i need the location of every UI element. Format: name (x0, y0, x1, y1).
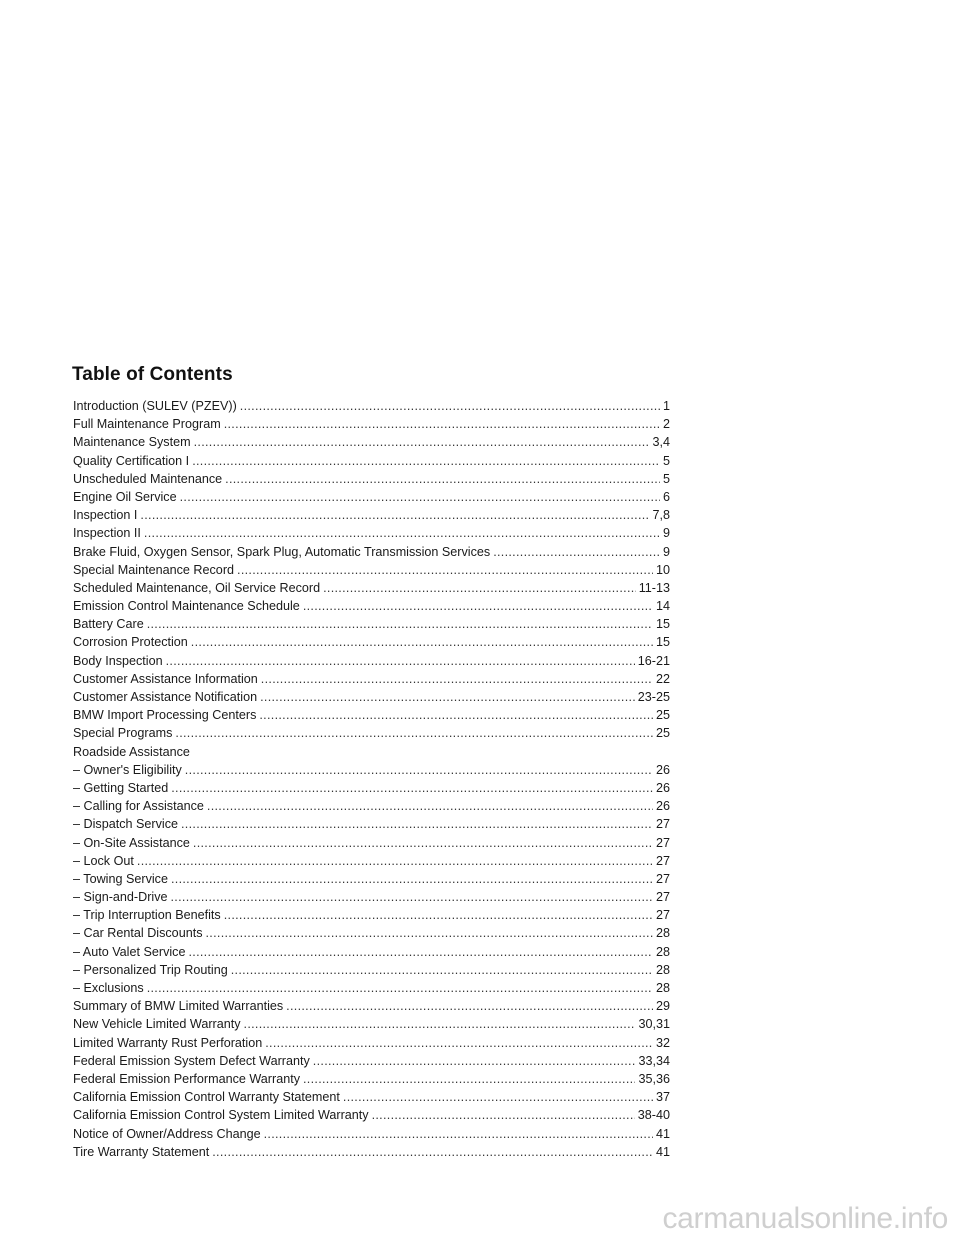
toc-entry (73, 1034, 670, 1052)
toc-entry-label: Body Inspection (73, 653, 163, 668)
toc-dot-leader (212, 1143, 653, 1161)
toc-entry-label: – Towing Service (73, 871, 168, 886)
toc-entry (73, 670, 670, 688)
toc-list (73, 397, 670, 1161)
toc-entry-label: Federal Emission Performance Warranty (73, 1071, 300, 1086)
toc-dot-leader (171, 870, 653, 888)
toc-dot-leader (137, 852, 653, 870)
toc-dot-leader (265, 1034, 653, 1052)
toc-dot-leader (171, 779, 653, 797)
toc-entry-page: 5 (662, 471, 670, 486)
toc-entry (73, 415, 670, 433)
toc-entry (73, 579, 670, 597)
toc-entry-page: 1 (662, 399, 670, 413)
toc-entry (73, 561, 670, 579)
toc-entry (73, 797, 670, 815)
toc-dot-leader (144, 524, 660, 542)
toc-entry (73, 1015, 670, 1033)
toc-entry-page: 27 (655, 817, 670, 832)
toc-dot-leader (140, 506, 649, 524)
toc-dot-leader (206, 924, 653, 942)
toc-entry-label: Limited Warranty Rust Perforation (73, 1035, 263, 1050)
toc-entry-page: 27 (655, 871, 670, 886)
toc-dot-leader (166, 652, 635, 670)
toc-dot-leader (207, 797, 653, 815)
toc-entry-page: 28 (655, 981, 670, 995)
toc-entry (73, 779, 670, 797)
toc-entry (73, 888, 670, 906)
toc-dot-leader (224, 906, 653, 924)
toc-entry-page: 26 (655, 799, 670, 814)
toc-dot-leader (493, 543, 660, 561)
toc-entry-page: 9 (662, 544, 670, 559)
toc-entry-page: 30,31 (638, 1017, 670, 1032)
toc-entry-page: 41 (655, 1144, 670, 1159)
toc-dot-leader (188, 943, 653, 961)
toc-entry (73, 943, 670, 961)
toc-dot-leader (147, 979, 653, 997)
toc-dot-leader (185, 761, 653, 779)
toc-entry-label: Tire Warranty Statement (73, 1144, 210, 1159)
toc-entry-label: Corrosion Protection (73, 635, 188, 650)
toc-entry (73, 1106, 670, 1124)
toc-entry-page: 5 (662, 453, 670, 468)
toc-entry (73, 652, 670, 670)
toc-entry-page: 22 (655, 671, 670, 686)
toc-entry-label: California Emission Control Warranty Statement (73, 1090, 340, 1105)
toc-entry-label: Battery Care (73, 617, 144, 632)
toc-entry-page: 41 (655, 1126, 670, 1141)
toc-entry (73, 1125, 670, 1143)
toc-dot-leader (180, 488, 660, 506)
toc-entry-page: 7,8 (652, 508, 670, 523)
toc-entry (73, 688, 670, 706)
toc-entry-label: – Sign-and-Drive (73, 890, 168, 905)
toc-entry-page: 27 (655, 835, 670, 850)
toc-entry (73, 1070, 670, 1088)
toc-entry (73, 834, 670, 852)
toc-dot-leader (244, 1015, 636, 1033)
toc-entry-label: Introduction (SULEV (PZEV)) (73, 399, 237, 413)
toc-entry-page: 14 (655, 599, 670, 614)
toc-entry (73, 397, 670, 415)
toc-entry-label: Special Programs (73, 726, 173, 741)
toc-entry-label: – Trip Interruption Benefits (73, 908, 221, 923)
toc-entry (73, 761, 670, 779)
toc-dot-leader (191, 633, 653, 651)
toc-entry-page: 9 (662, 526, 670, 541)
toc-entry-page: 16-21 (637, 653, 670, 668)
toc-entry (73, 924, 670, 942)
toc-entry-label: Unscheduled Maintenance (73, 471, 223, 486)
toc-entry (73, 433, 670, 451)
toc-entry (73, 506, 670, 524)
toc-entry-label: Maintenance System (73, 435, 191, 450)
toc-dot-leader (175, 724, 653, 742)
toc-dot-leader (323, 579, 636, 597)
toc-dot-leader (372, 1106, 635, 1124)
toc-entry-page: 6 (662, 489, 670, 504)
watermark: carmanualsonline.info (662, 1202, 948, 1235)
toc-entry-label: – Lock Out (73, 853, 134, 868)
toc-entry-page: 28 (655, 962, 670, 977)
toc-entry (73, 852, 670, 870)
toc-dot-leader (192, 452, 660, 470)
toc-dot-leader (313, 1052, 636, 1070)
toc-entry-label: New Vehicle Limited Warranty (73, 1017, 241, 1032)
toc-entry-label: – Car Rental Discounts (73, 926, 203, 941)
toc-dot-leader (181, 815, 653, 833)
toc-entry-label: – Auto Valet Service (73, 944, 186, 959)
toc-entry-page: 26 (655, 780, 670, 795)
toc-entry (73, 815, 670, 833)
toc-entry (73, 633, 670, 651)
toc-entry-label: – Dispatch Service (73, 817, 178, 832)
toc-entry-page: 27 (655, 853, 670, 868)
toc-dot-leader (193, 834, 653, 852)
toc-entry-page: 33,34 (638, 1053, 670, 1068)
toc-entry-page: 29 (655, 999, 670, 1014)
toc-dot-leader (286, 997, 653, 1015)
toc-entry-label: Customer Assistance Notification (73, 690, 258, 704)
toc-entry-label: – Owner's Eligibility (73, 762, 182, 777)
toc-entry-label: BMW Import Processing Centers (73, 708, 257, 723)
toc-entry-label: Roadside Assistance (73, 744, 190, 759)
toc-dot-leader (260, 688, 635, 706)
toc-entry-page: 25 (655, 708, 670, 723)
toc-entry (73, 524, 670, 542)
toc-dot-leader (237, 561, 653, 579)
toc-dot-leader (171, 888, 653, 906)
toc-entry (73, 706, 670, 724)
toc-entry-label: Scheduled Maintenance, Oil Service Record (73, 580, 321, 595)
toc-dot-leader (225, 470, 660, 488)
toc-dot-leader (224, 415, 660, 433)
toc-entry-page: 27 (655, 908, 670, 923)
toc-dot-leader (194, 433, 650, 451)
toc-entry-label: Customer Assistance Information (73, 671, 258, 686)
toc-entry-label: – Calling for Assistance (73, 799, 204, 814)
toc-entry-page: 32 (655, 1035, 670, 1050)
toc-entry-label: Federal Emission System Defect Warranty (73, 1053, 310, 1068)
toc-dot-leader (303, 597, 653, 615)
toc-entry-page: 2 (662, 417, 670, 432)
page-title: Table of Contents (72, 364, 233, 385)
toc-entry-label: Full Maintenance Program (73, 417, 221, 432)
toc-entry-page: 10 (655, 562, 670, 577)
toc-entry (73, 724, 670, 742)
toc-entry-page: 3,4 (652, 435, 670, 450)
toc-entry-page: 11-13 (638, 580, 670, 595)
toc-entry-page: 15 (655, 635, 670, 650)
toc-entry-label: Engine Oil Service (73, 489, 177, 504)
toc-dot-leader (240, 397, 660, 415)
toc-dot-leader (343, 1088, 653, 1106)
toc-entry (73, 488, 670, 506)
toc-entry-page: 26 (655, 762, 670, 777)
toc-entry-label: Emission Control Maintenance Schedule (73, 599, 300, 614)
toc-entry-label: California Emission Control System Limited Warranty (73, 1108, 369, 1123)
toc-entry (73, 1143, 670, 1161)
toc-entry (73, 1052, 670, 1070)
toc-entry (73, 743, 670, 761)
toc-entry (73, 961, 670, 979)
toc-entry-page: 27 (655, 890, 670, 905)
toc-dot-leader (261, 670, 653, 688)
toc-entry-page: 23-25 (637, 690, 670, 704)
toc-entry-page: 15 (655, 617, 670, 632)
toc-dot-leader (147, 615, 653, 633)
toc-entry-label: Brake Fluid, Oxygen Sensor, Spark Plug, Automatic Transmission Services (73, 544, 491, 559)
toc-entry-label: Quality Certification I (73, 453, 190, 468)
toc-entry-page: 38-40 (637, 1108, 670, 1123)
toc-entry-label: – Getting Started (73, 780, 169, 795)
toc-entry-page: 28 (655, 944, 670, 959)
toc-entry-label: – On-Site Assistance (73, 835, 190, 850)
toc-entry-label: Summary of BMW Limited Warranties (73, 999, 284, 1014)
toc-dot-leader (259, 706, 653, 724)
toc-entry (73, 597, 670, 615)
toc-entry-label: Inspection II (73, 526, 141, 541)
toc-entry-page: 35,36 (638, 1071, 670, 1086)
toc-entry-label: – Personalized Trip Routing (73, 962, 228, 977)
toc-entry-label: – Exclusions (73, 981, 144, 995)
toc-dot-leader (264, 1125, 653, 1143)
toc-entry (73, 543, 670, 561)
toc-entry (73, 870, 670, 888)
toc-entry-label: Inspection I (73, 508, 138, 523)
toc-entry-label: Special Maintenance Record (73, 562, 235, 577)
toc-dot-leader (231, 961, 653, 979)
toc-entry-page: 28 (655, 926, 670, 941)
toc-entry (73, 1088, 670, 1106)
toc-entry-label: Notice of Owner/Address Change (73, 1126, 261, 1141)
toc-entry (73, 997, 670, 1015)
toc-entry (73, 979, 670, 997)
toc-entry (73, 615, 670, 633)
toc-entry (73, 906, 670, 924)
toc-entry-page: 37 (655, 1090, 670, 1105)
toc-entry (73, 452, 670, 470)
toc-entry-page: 25 (655, 726, 670, 741)
toc-entry (73, 470, 670, 488)
toc-dot-leader (303, 1070, 635, 1088)
